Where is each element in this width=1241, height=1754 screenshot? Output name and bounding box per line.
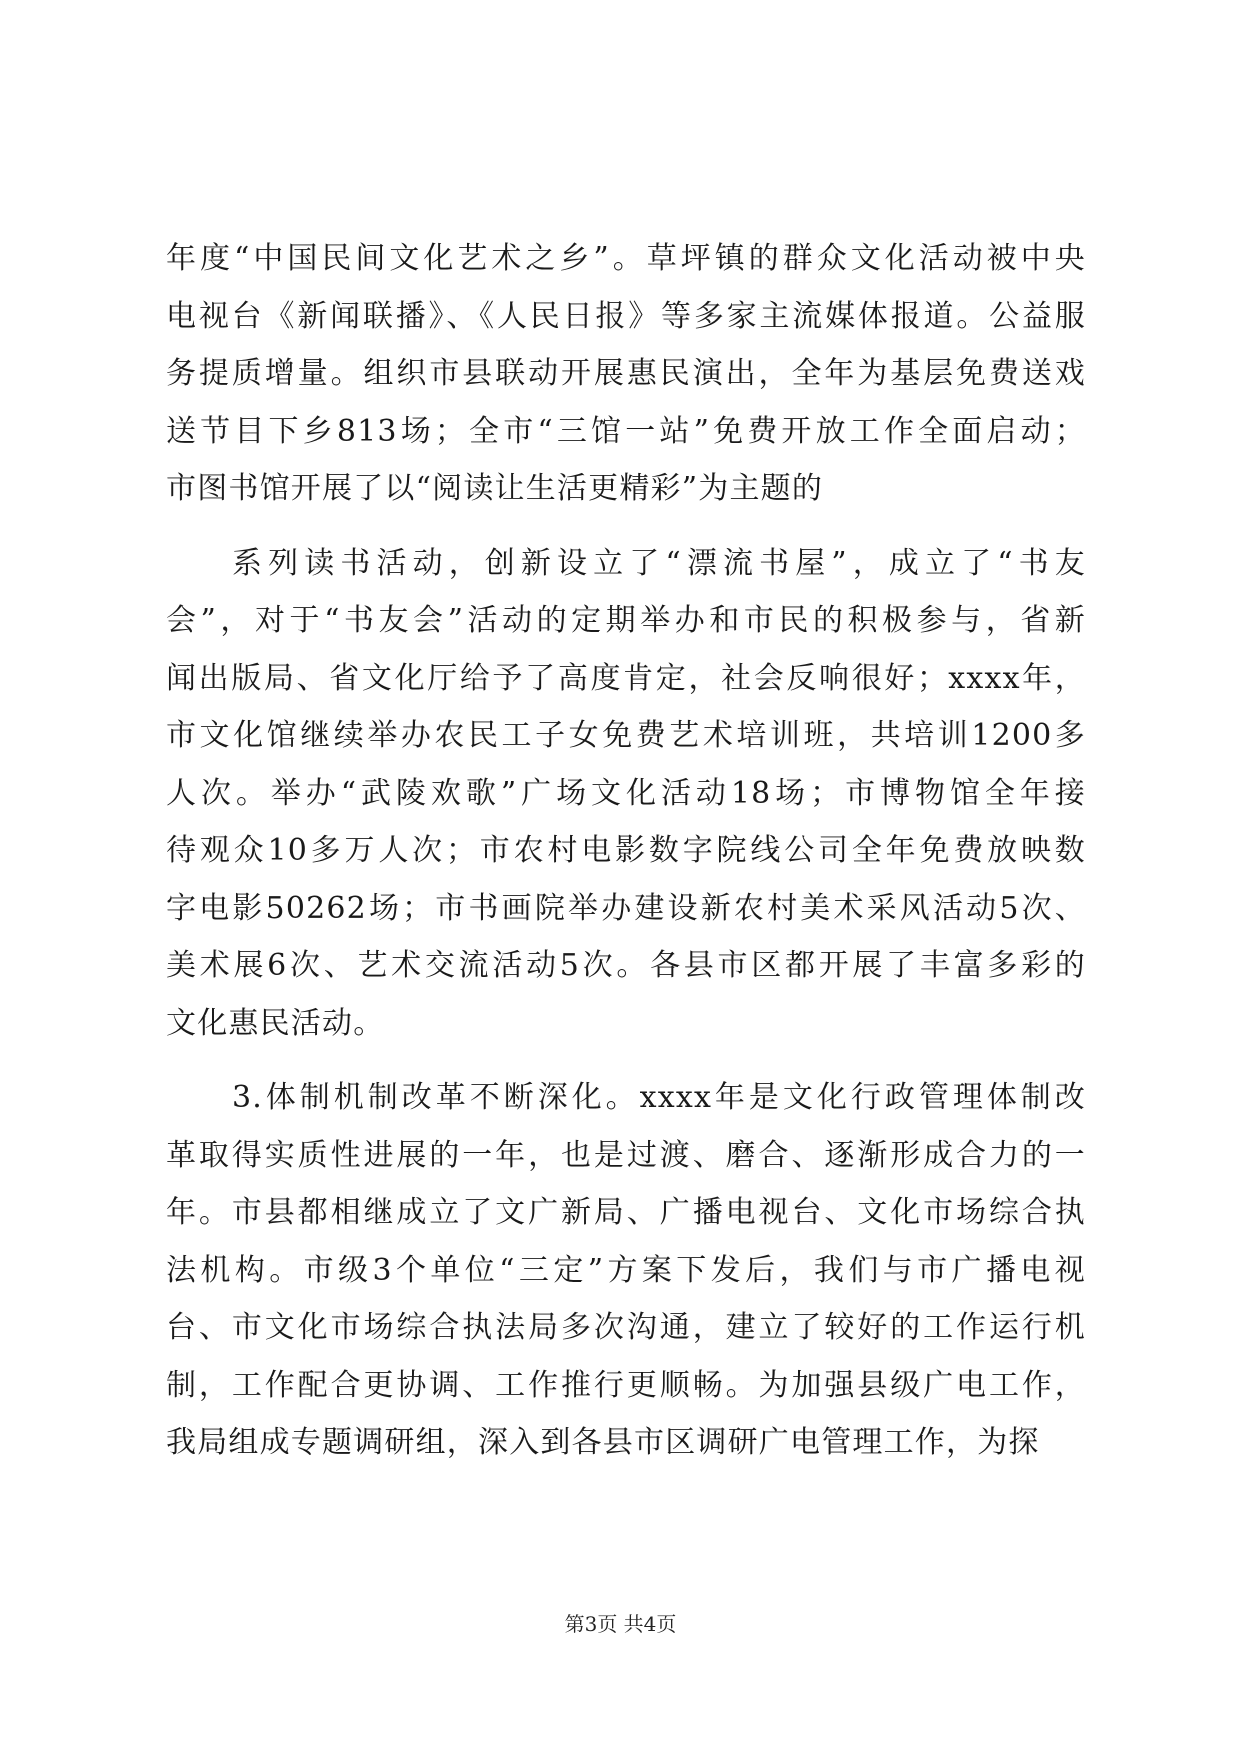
text-line: 市文化馆继续举办农民工子女免费艺术培训班，共培训1200多	[166, 718, 1086, 753]
text-line: 人次。举办“武陵欢歌”广场文化活动18场；市博物馆全年接	[166, 775, 1086, 811]
text-line: 3.体制机制改革不断深化。xxxx年是文化行政管理体制改	[232, 1080, 1086, 1115]
paragraph	[166, 1069, 1086, 1472]
document-body	[166, 230, 1086, 1472]
paragraph	[166, 230, 1086, 518]
text-line: 法机构。市级3个单位“三定”方案下发后，我们与市广播电视	[166, 1252, 1086, 1288]
text-line: 务提质增量。组织市县联动开展惠民演出，全年为基层免费送戏	[166, 356, 1086, 391]
text-line: 待观众10多万人次；市农村电影数字院线公司全年免费放映数	[166, 833, 1086, 868]
text-line: 年度“中国民间文化艺术之乡”。草坪镇的群众文化活动被中央	[166, 241, 1086, 276]
text-line: 字电影50262场；市书画院举办建设新农村美术采风活动5次、	[166, 890, 1086, 926]
text-line: 文化惠民活动。	[166, 1005, 385, 1041]
page-footer: 第3页 共4页	[564, 1612, 677, 1636]
text-line: 我局组成专题调研组，深入到各县市区调研广电管理工作，为探	[166, 1425, 1040, 1460]
text-line: 年。市县都相继成立了文广新局、广播电视台、文化市场综合执	[166, 1195, 1086, 1230]
text-line: 送节目下乡813场；全市“三馆一站”免费开放工作全面启动；	[166, 413, 1086, 449]
text-line: 闻出版局、省文化厅给予了高度肯定，社会反响很好；xxxx年，	[166, 660, 1086, 696]
text-line: 电视台《新闻联播》、《人民日报》等多家主流媒体报道。公益服	[166, 298, 1086, 334]
text-line: 市图书馆开展了以“阅读让生活更精彩”为主题的	[166, 471, 824, 506]
text-line: 制，工作配合更协调、工作推行更顺畅。为加强县级广电工作，	[166, 1367, 1086, 1403]
text-line: 系列读书活动，创新设立了“漂流书屋”，成立了“书友	[232, 545, 1086, 581]
text-line: 美术展6次、艺术交流活动5次。各县市区都开展了丰富多彩的	[166, 948, 1086, 983]
text-line: 台、市文化市场综合执法局多次沟通，建立了较好的工作运行机	[166, 1310, 1086, 1345]
text-line: 革取得实质性进展的一年，也是过渡、磨合、逐渐形成合力的一	[166, 1137, 1086, 1173]
paragraph	[166, 535, 1086, 1053]
text-line: 会”，对于“书友会”活动的定期举办和市民的积极参与，省新	[166, 603, 1086, 638]
